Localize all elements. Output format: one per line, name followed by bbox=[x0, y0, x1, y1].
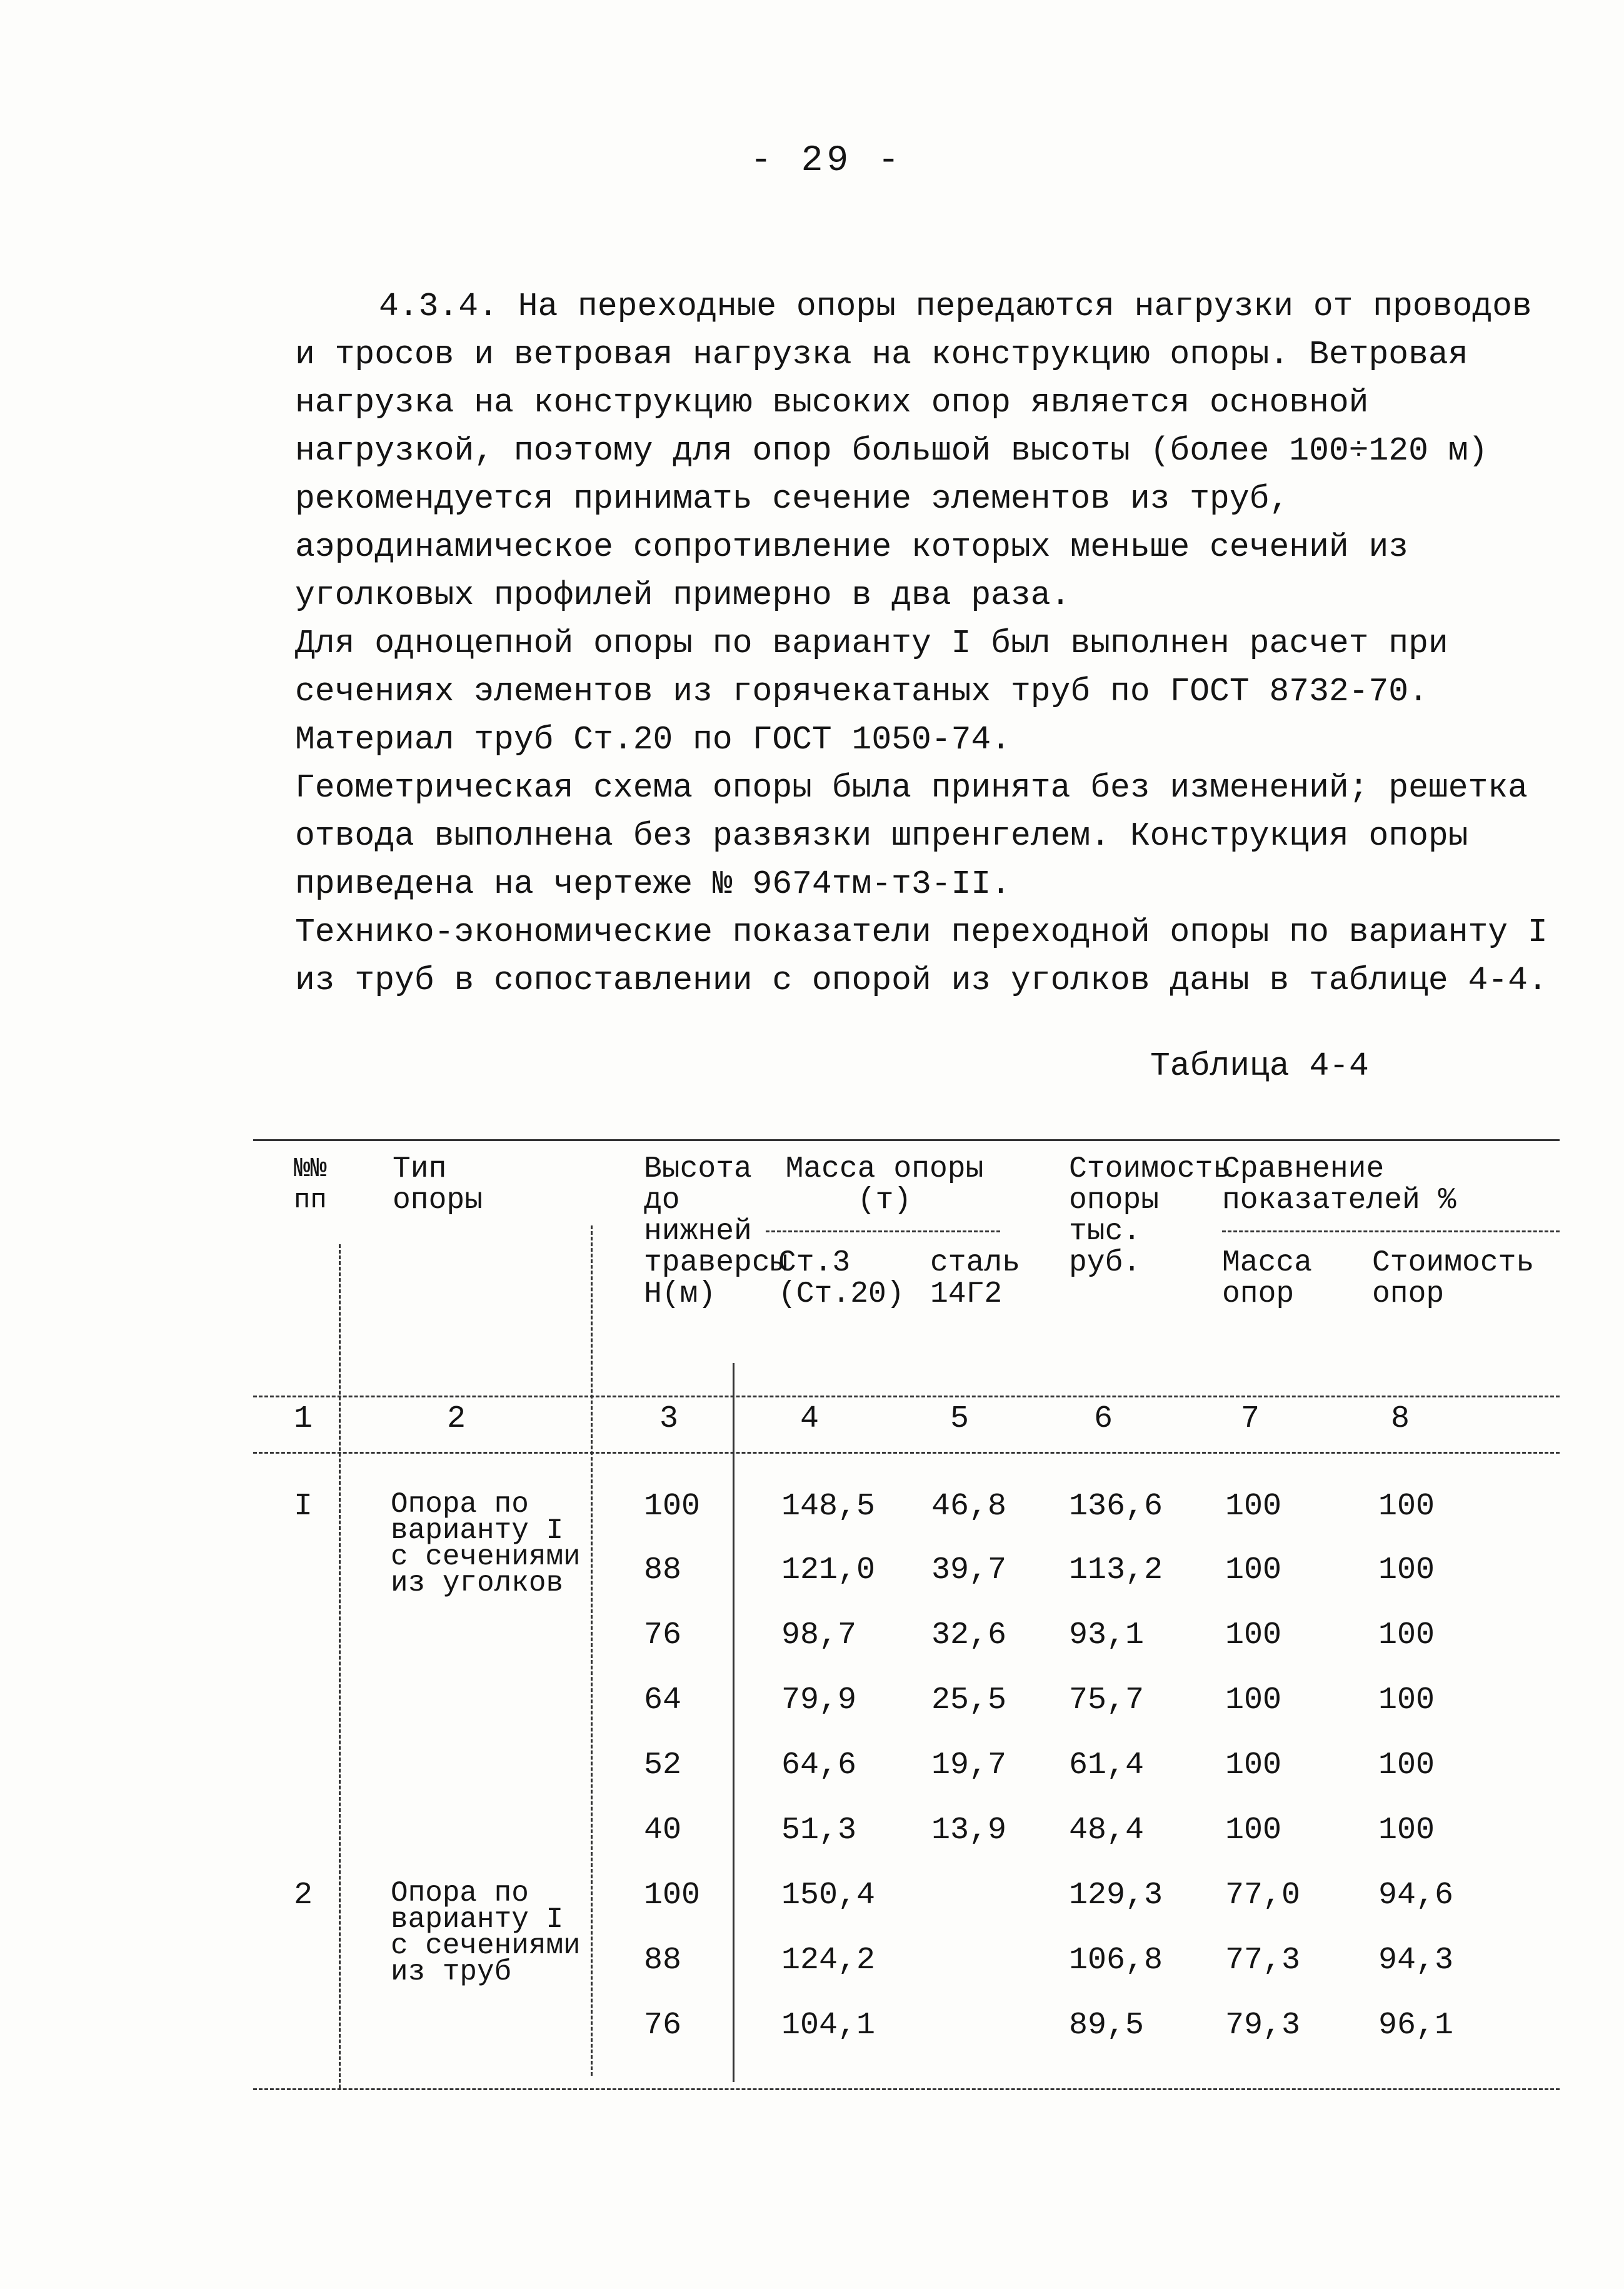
cell-mass-st3: 79,9 bbox=[781, 1683, 857, 1718]
cell-compare-cost: 100 bbox=[1378, 1813, 1435, 1848]
cell-mass-14g2: 19,7 bbox=[931, 1748, 1007, 1783]
cell-mass-st3: 148,5 bbox=[781, 1489, 876, 1524]
header-mass-group: Масса опоры (т) bbox=[785, 1152, 984, 1217]
cell-mass-14g2: 46,8 bbox=[931, 1489, 1007, 1524]
cell-compare-mass: 100 bbox=[1225, 1489, 1282, 1524]
cell-mass-st3: 150,4 bbox=[781, 1878, 876, 1913]
group-1-type: Опора по варианту I с сечениями из уголков bbox=[391, 1488, 581, 1599]
header-compare-mass: Масса опор bbox=[1222, 1246, 1313, 1311]
header-cost: Стоимость опоры тыс. руб. bbox=[1069, 1152, 1231, 1280]
cell-compare-cost: 100 bbox=[1378, 1617, 1435, 1653]
compare-group-rule bbox=[1222, 1230, 1560, 1232]
cell-compare-cost: 100 bbox=[1378, 1552, 1435, 1588]
cell-height: 76 bbox=[644, 2008, 682, 2043]
cell-cost: 61,4 bbox=[1069, 1748, 1145, 1783]
header-num: №№ пп bbox=[294, 1154, 327, 1216]
column-number: 6 bbox=[1094, 1401, 1113, 1437]
column-number: 3 bbox=[659, 1401, 679, 1437]
paragraph-calculation: Для одноцепной опоры по варианту I был выполнен расчет при сечениях элементов из горячекатаных труб по ГОСТ 8732-70. Материал труб Ст.20 по ГОСТ 1050-74. bbox=[295, 625, 1448, 758]
column-number: 2 bbox=[447, 1401, 466, 1437]
cell-compare-mass: 100 bbox=[1225, 1813, 1282, 1848]
page-number: - 29 - bbox=[750, 141, 903, 181]
cell-height: 64 bbox=[644, 1683, 682, 1718]
cell-compare-cost: 100 bbox=[1378, 1489, 1435, 1524]
cell-height: 76 bbox=[644, 1617, 682, 1653]
header-compare-cost: Стоимость опор bbox=[1372, 1246, 1535, 1311]
header-mass-st3: Ст.3 (Ст.20) bbox=[778, 1246, 905, 1311]
header-compare-group: Сравнение показателей % bbox=[1222, 1152, 1456, 1217]
column-number: 8 bbox=[1391, 1401, 1410, 1437]
cell-compare-cost: 96,1 bbox=[1378, 2008, 1454, 2043]
column-number: 5 bbox=[950, 1401, 970, 1437]
cell-mass-st3: 64,6 bbox=[781, 1748, 857, 1783]
header-mass-14g2: сталь 14Г2 bbox=[930, 1246, 1021, 1311]
table-bottom-rule bbox=[253, 2088, 1560, 2090]
cell-compare-mass: 77,3 bbox=[1225, 1943, 1301, 1978]
body-text bbox=[295, 283, 1570, 1005]
header-type: Тип опоры bbox=[393, 1152, 483, 1217]
cell-height: 40 bbox=[644, 1813, 682, 1848]
cell-compare-mass: 77,0 bbox=[1225, 1878, 1301, 1913]
table-caption: Таблица 4-4 bbox=[1150, 1047, 1369, 1085]
table-top-rule bbox=[253, 1139, 1560, 1141]
cell-mass-14g2: 13,9 bbox=[931, 1813, 1007, 1848]
cell-mass-14g2: 25,5 bbox=[931, 1683, 1007, 1718]
cell-compare-mass: 100 bbox=[1225, 1748, 1282, 1783]
cell-cost: 93,1 bbox=[1069, 1617, 1145, 1653]
cell-height: 100 bbox=[644, 1878, 701, 1913]
column-number: 4 bbox=[800, 1401, 820, 1437]
group-2-type: Опора по варианту I с сечениями из труб bbox=[391, 1877, 581, 1988]
paragraph-4-3-4: 4.3.4. На переходные опоры передаются нагрузки от проводов и тросов и ветровая нагрузка на конструкцию опоры. Ветровая нагрузка на конструкцию высоких опор является основной нагрузкой, поэтому для опор большой высоты (более 100÷120 м) рекомендуется принимать сечение элементов из труб, аэродинамическое сопротивление которых меньше сечений из уголковых профилей примерно в два раза. bbox=[295, 288, 1532, 614]
cell-compare-cost: 100 bbox=[1378, 1748, 1435, 1783]
cell-cost: 89,5 bbox=[1069, 2008, 1145, 2043]
cell-compare-mass: 100 bbox=[1225, 1683, 1282, 1718]
cell-cost: 113,2 bbox=[1069, 1552, 1163, 1588]
cell-cost: 129,3 bbox=[1069, 1878, 1163, 1913]
mass-group-rule bbox=[766, 1230, 1000, 1232]
cell-mass-st3: 51,3 bbox=[781, 1813, 857, 1848]
cell-height: 88 bbox=[644, 1943, 682, 1978]
cell-mass-st3: 124,2 bbox=[781, 1943, 876, 1978]
cell-mass-14g2: 32,6 bbox=[931, 1617, 1007, 1653]
cell-height: 100 bbox=[644, 1489, 701, 1524]
header-height: Высота до нижней траверсы Н(м) bbox=[644, 1152, 788, 1311]
cell-compare-cost: 94,3 bbox=[1378, 1943, 1454, 1978]
cell-mass-st3: 104,1 bbox=[781, 2008, 876, 2043]
cell-cost: 136,6 bbox=[1069, 1489, 1163, 1524]
column-number: 1 bbox=[294, 1401, 313, 1437]
cell-compare-mass: 100 bbox=[1225, 1552, 1282, 1588]
cell-cost: 48,4 bbox=[1069, 1813, 1145, 1848]
group-1-num: I bbox=[294, 1489, 313, 1524]
cell-cost: 106,8 bbox=[1069, 1943, 1163, 1978]
col-rule-1 bbox=[339, 1244, 341, 2088]
cell-compare-cost: 100 bbox=[1378, 1683, 1435, 1718]
col-rule-3 bbox=[733, 1363, 734, 2082]
cell-mass-14g2: 39,7 bbox=[931, 1552, 1007, 1588]
column-number: 7 bbox=[1241, 1401, 1260, 1437]
cell-compare-mass: 100 bbox=[1225, 1617, 1282, 1653]
paragraph-indicators: Технико-экономические показатели переходной опоры по варианту I из труб в сопоставлении с опорой из уголков даны в таблице 4-4. bbox=[295, 913, 1548, 999]
cell-mass-st3: 121,0 bbox=[781, 1552, 876, 1588]
column-numbers-rule bbox=[253, 1452, 1560, 1454]
cell-height: 52 bbox=[644, 1748, 682, 1783]
cell-height: 88 bbox=[644, 1552, 682, 1588]
header-bottom-rule bbox=[253, 1396, 1560, 1397]
cell-compare-mass: 79,3 bbox=[1225, 2008, 1301, 2043]
cell-mass-st3: 98,7 bbox=[781, 1617, 857, 1653]
group-2-num: 2 bbox=[294, 1878, 313, 1913]
cell-cost: 75,7 bbox=[1069, 1683, 1145, 1718]
paragraph-geometry: Геометрическая схема опоры была принята без изменений; решетка отвода выполнена без развязки шпренгелем. Конструкция опоры приведена на чертеже № 9674тм-т3-II. bbox=[295, 769, 1528, 903]
cell-compare-cost: 94,6 bbox=[1378, 1878, 1454, 1913]
